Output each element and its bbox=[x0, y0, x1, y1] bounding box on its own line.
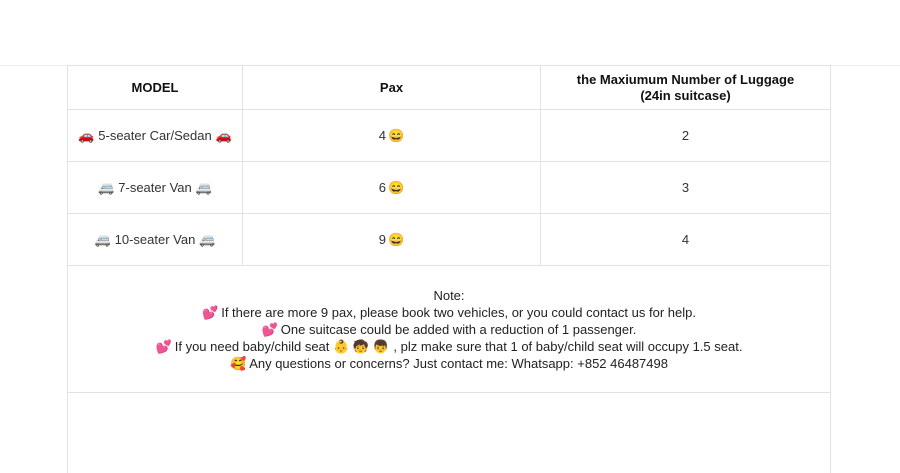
note-line bbox=[68, 321, 830, 338]
van-icon: 🚐 bbox=[195, 179, 212, 195]
van-icon: 🚐 bbox=[199, 231, 216, 247]
note-section bbox=[68, 266, 831, 393]
empty-row bbox=[68, 393, 831, 473]
note-line bbox=[68, 355, 830, 372]
model-cell bbox=[68, 214, 243, 266]
pax-value: 4 bbox=[378, 127, 387, 143]
pax-cell bbox=[243, 214, 541, 266]
note-contact-text: Any questions or concerns? Just contact me: Whatsapp: +852 46487498 bbox=[249, 355, 668, 371]
pax-value: 6 bbox=[378, 179, 387, 195]
luggage-cell: 3 bbox=[541, 162, 831, 214]
note-text: If there are more 9 pax, please book two vehicles, or you could contact us for help. bbox=[221, 304, 696, 320]
two-hearts-icon: 💕 bbox=[202, 304, 219, 320]
column-header-luggage bbox=[541, 66, 831, 110]
grinning-face-icon: 😄 bbox=[388, 179, 405, 195]
van-icon: 🚐 bbox=[94, 231, 111, 247]
model-label: 10-seater Van bbox=[114, 231, 196, 247]
column-header-luggage-line1: the Maxiumum Number of Luggage bbox=[576, 71, 795, 87]
model-cell bbox=[68, 110, 243, 162]
note-line bbox=[68, 338, 830, 355]
model-label: 7-seater Van bbox=[118, 179, 192, 195]
luggage-cell: 2 bbox=[541, 110, 831, 162]
empty-section bbox=[68, 393, 831, 473]
note-text: One suitcase could be added with a reduction of 1 passenger. bbox=[280, 321, 637, 337]
car-icon: 🚗 bbox=[78, 127, 95, 143]
note-title: Note: bbox=[433, 287, 465, 303]
column-header-luggage-line2: (24in suitcase) bbox=[640, 87, 731, 103]
model-cell bbox=[68, 162, 243, 214]
pax-value: 9 bbox=[378, 231, 387, 247]
pax-cell bbox=[243, 110, 541, 162]
note-text: , plz make sure that 1 of baby/child seat will occupy 1.5 seat. bbox=[389, 338, 743, 354]
table-header-row bbox=[68, 66, 831, 110]
note-line bbox=[68, 304, 830, 321]
car-icon: 🚗 bbox=[215, 127, 232, 143]
table-row-7-seater-van bbox=[68, 162, 831, 214]
note-row bbox=[68, 266, 831, 393]
grinning-face-icon: 😄 bbox=[388, 231, 405, 247]
grinning-face-icon: 😄 bbox=[388, 127, 405, 143]
two-hearts-icon: 💕 bbox=[261, 321, 278, 337]
column-header-model: MODEL bbox=[68, 66, 243, 110]
note-text: If you need baby/child seat bbox=[174, 338, 334, 354]
smiling-face-with-hearts-icon: 🥰 bbox=[230, 355, 247, 371]
two-hearts-icon: 💕 bbox=[155, 338, 172, 354]
pax-cell bbox=[243, 162, 541, 214]
table-row-sedan bbox=[68, 110, 831, 162]
van-icon: 🚐 bbox=[98, 179, 115, 195]
table-row-10-seater-van bbox=[68, 214, 831, 266]
baby-icons: 👶 🧒 👦 bbox=[333, 338, 389, 354]
column-header-pax: Pax bbox=[243, 66, 541, 110]
luggage-cell: 4 bbox=[541, 214, 831, 266]
vehicle-capacity-table bbox=[67, 65, 831, 473]
model-label: 5-seater Car/Sedan bbox=[98, 127, 212, 143]
